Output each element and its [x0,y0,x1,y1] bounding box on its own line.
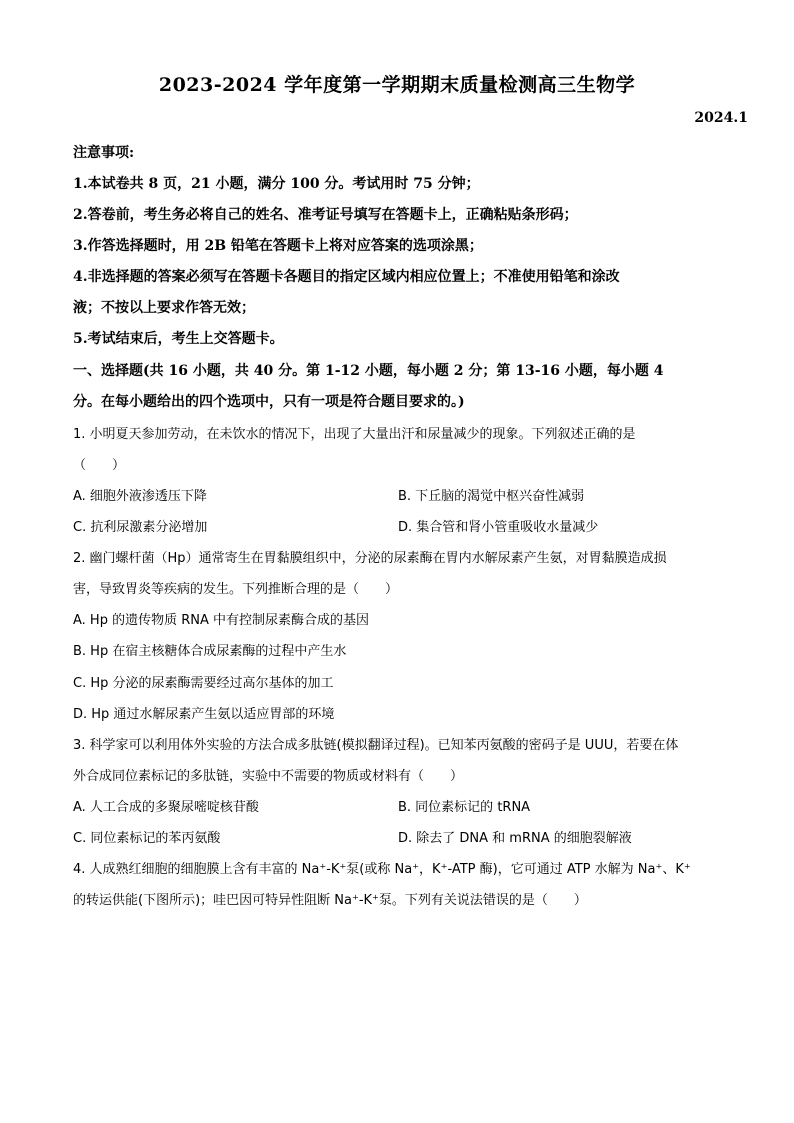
q2-stem: 2. 幽门螺杆菌（Hp）通常寄生在胃黏膜组织中，分泌的尿素酶在胃内水解尿素产生氨，对胃黏膜造成损 [73,551,667,566]
notes-item-5: 5.考试结束后，考生上交答题卡。 [73,331,284,347]
q3-stem: 3. 科学家可以利用体外实验的方法合成多肽链(模拟翻译过程)。已知苯丙氨酸的密码子是 UUU，若要在体 [73,738,679,753]
q4-stem: 4. 人成熟红细胞的细胞膜上含有丰富的 Na⁺-K⁺泵(或称 Na⁺，K⁺-ATP 酶)，它可通过 ATP 水解为 Na⁺、K⁺ [73,862,691,877]
q1-option-d: D. 集合管和肾小管重吸收水量减少 [398,520,599,535]
q2-option-a: A. Hp 的遗传物质 RNA 中有控制尿素酶合成的基因 [73,613,370,628]
page-title: 2023-2024 学年度第一学期期末质量检测高三生物学 [158,74,636,96]
q2-option-b: B. Hp 在宿主核糖体合成尿素酶的过程中产生水 [73,644,347,659]
notes-item-3: 3.作答选择题时，用 2B 铅笔在答题卡上将对应答案的选项涂黑； [73,238,483,254]
q3-option-a: A. 人工合成的多聚尿嘧啶核苷酸 [73,800,259,815]
q1-stem: 1. 小明夏天参加劳动，在未饮水的情况下，出现了大量出汗和尿量减少的现象。下列叙述正确的是 [73,427,636,442]
notes-item-4: 4.非选择题的答案必须写在答题卡各题目的指定区域内相应位置上；不准使用铅笔和涂改 [73,269,620,285]
q2-option-c: C. Hp 分泌的尿素酶需要经过高尔基体的加工 [73,676,334,691]
notes-heading: 注意事项: [73,145,135,161]
notes-item-4-cont: 液；不按以上要求作答无效； [73,300,255,316]
q3-stem-cont: 外合成同位素标记的多肽链，实验中不需要的物质或材料有（ ） [73,769,464,784]
q2-stem-cont: 害，导致胃炎等疾病的发生。下列推断合理的是（ ） [73,582,399,597]
q1-option-a: A. 细胞外液渗透压下降 [73,489,207,504]
q4-stem-cont: 的转运供能(下图所示)；哇巴因可特异性阻断 Na⁺-K⁺泵。下列有关说法错误的是（ ） [73,893,587,908]
notes-item-2: 2.答卷前，考生务必将自己的姓名、准考证号填写在答题卡上，正确粘贴条形码； [73,207,578,223]
q2-option-d: D. Hp 通过水解尿素产生氨以适应胃部的环境 [73,707,335,722]
q3-option-b: B. 同位素标记的 tRNA [398,800,531,815]
notes-item-1: 1.本试卷共 8 页，21 小题，满分 100 分。考试用时 75 分钟； [73,176,480,192]
q1-option-c: C. 抗利尿激素分泌增加 [73,520,208,535]
q3-option-c: C. 同位素标记的苯丙氨酸 [73,831,221,846]
section-heading-line1: 一、选择题(共 16 小题，共 40 分。第 1-12 小题，每小题 2 分；第 13-16 小题，每小题 4 [73,363,664,379]
q1-option-b: B. 下丘脑的渴觉中枢兴奋性减弱 [398,489,585,504]
exam-date: 2024.1 [694,110,748,126]
q3-option-d: D. 除去了 DNA 和 mRNA 的细胞裂解液 [398,831,632,846]
section-heading-line2: 分。在每小题给出的四个选项中，只有一项是符合题目要求的。) [73,394,465,410]
q1-stem-cont: （ ） [73,458,126,473]
